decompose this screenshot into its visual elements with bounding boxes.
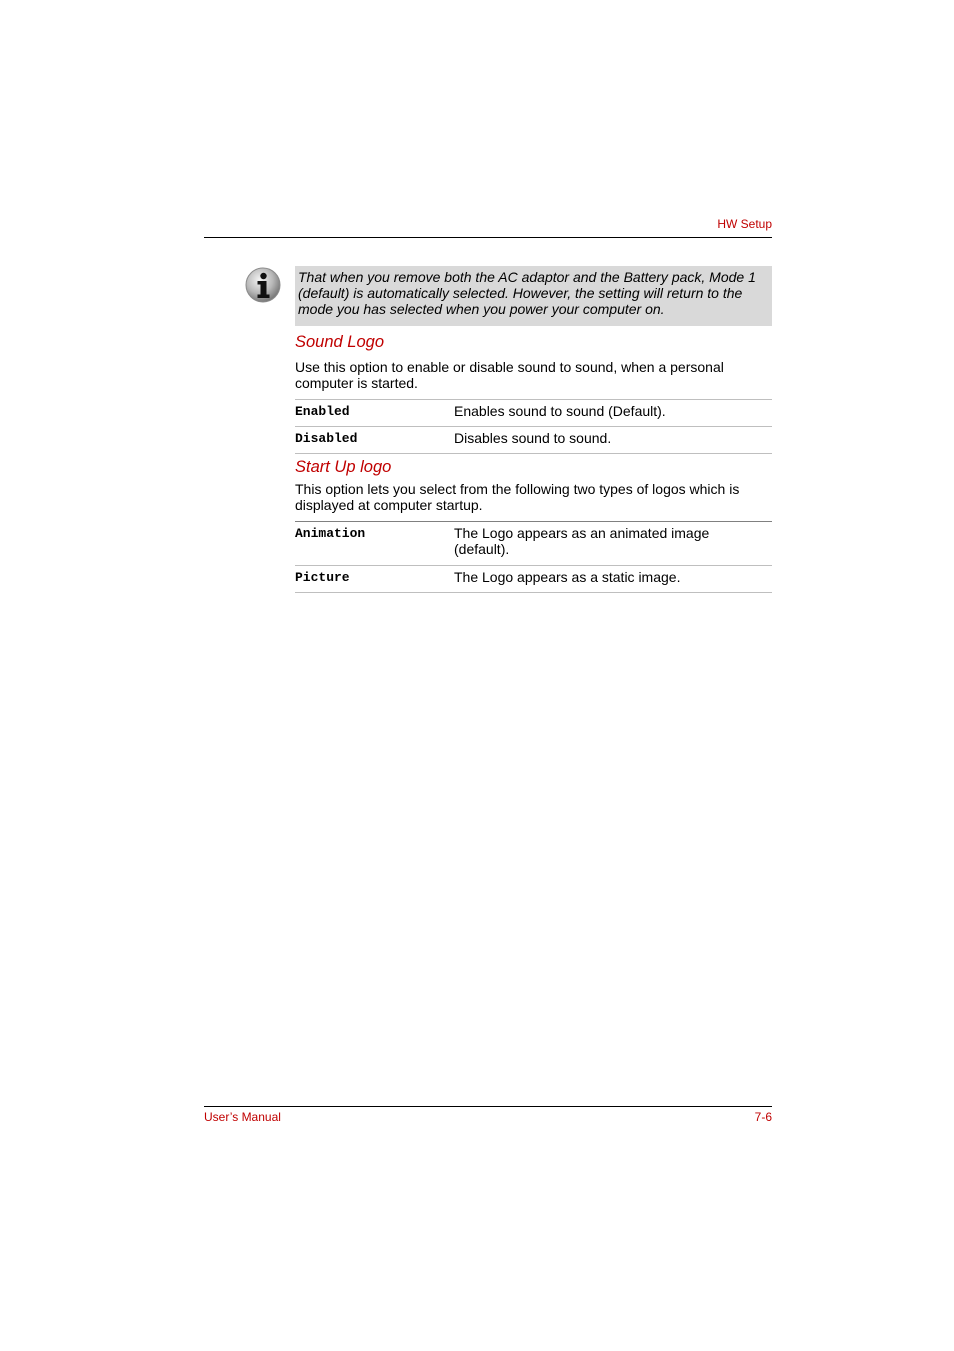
option-desc-disabled: Disables sound to sound. (454, 430, 612, 446)
note-box (295, 266, 772, 326)
note-text: That when you remove both the AC adaptor and the Battery pack, Mode 1 (default) is automatically selected. However, the setting will return to the mode you has selected when you power your computer on. (298, 269, 756, 317)
header-rule (204, 237, 772, 238)
option-term-animation: Animation (295, 526, 366, 541)
table-rule (295, 565, 772, 566)
table-rule (295, 521, 772, 522)
running-header-title: HW Setup (717, 217, 772, 231)
table-rule (295, 426, 772, 427)
option-term-enabled: Enabled (295, 404, 350, 419)
option-term-disabled: Disabled (295, 431, 358, 446)
table-rule (295, 453, 772, 454)
page-number: 7-6 (754, 1110, 772, 1124)
info-icon (245, 267, 281, 303)
footer-manual-title: User’s Manual (204, 1110, 281, 1124)
table-rule (295, 592, 772, 593)
option-desc-enabled: Enables sound to sound (Default). (454, 403, 666, 419)
startup-logo-heading: Start Up logo (295, 458, 392, 476)
sound-logo-description: Use this option to enable or disable sound to sound, when a personal computer is started. (295, 359, 724, 391)
startup-logo-description: This option lets you select from the following two types of logos which is displayed at computer startup. (295, 481, 740, 513)
table-rule (295, 399, 772, 400)
option-desc-animation: The Logo appears as an animated image (default). (454, 525, 710, 557)
sound-logo-heading: Sound Logo (295, 333, 385, 351)
option-term-picture: Picture (295, 570, 350, 585)
footer-rule (204, 1106, 772, 1107)
option-desc-picture: The Logo appears as a static image. (454, 569, 681, 585)
